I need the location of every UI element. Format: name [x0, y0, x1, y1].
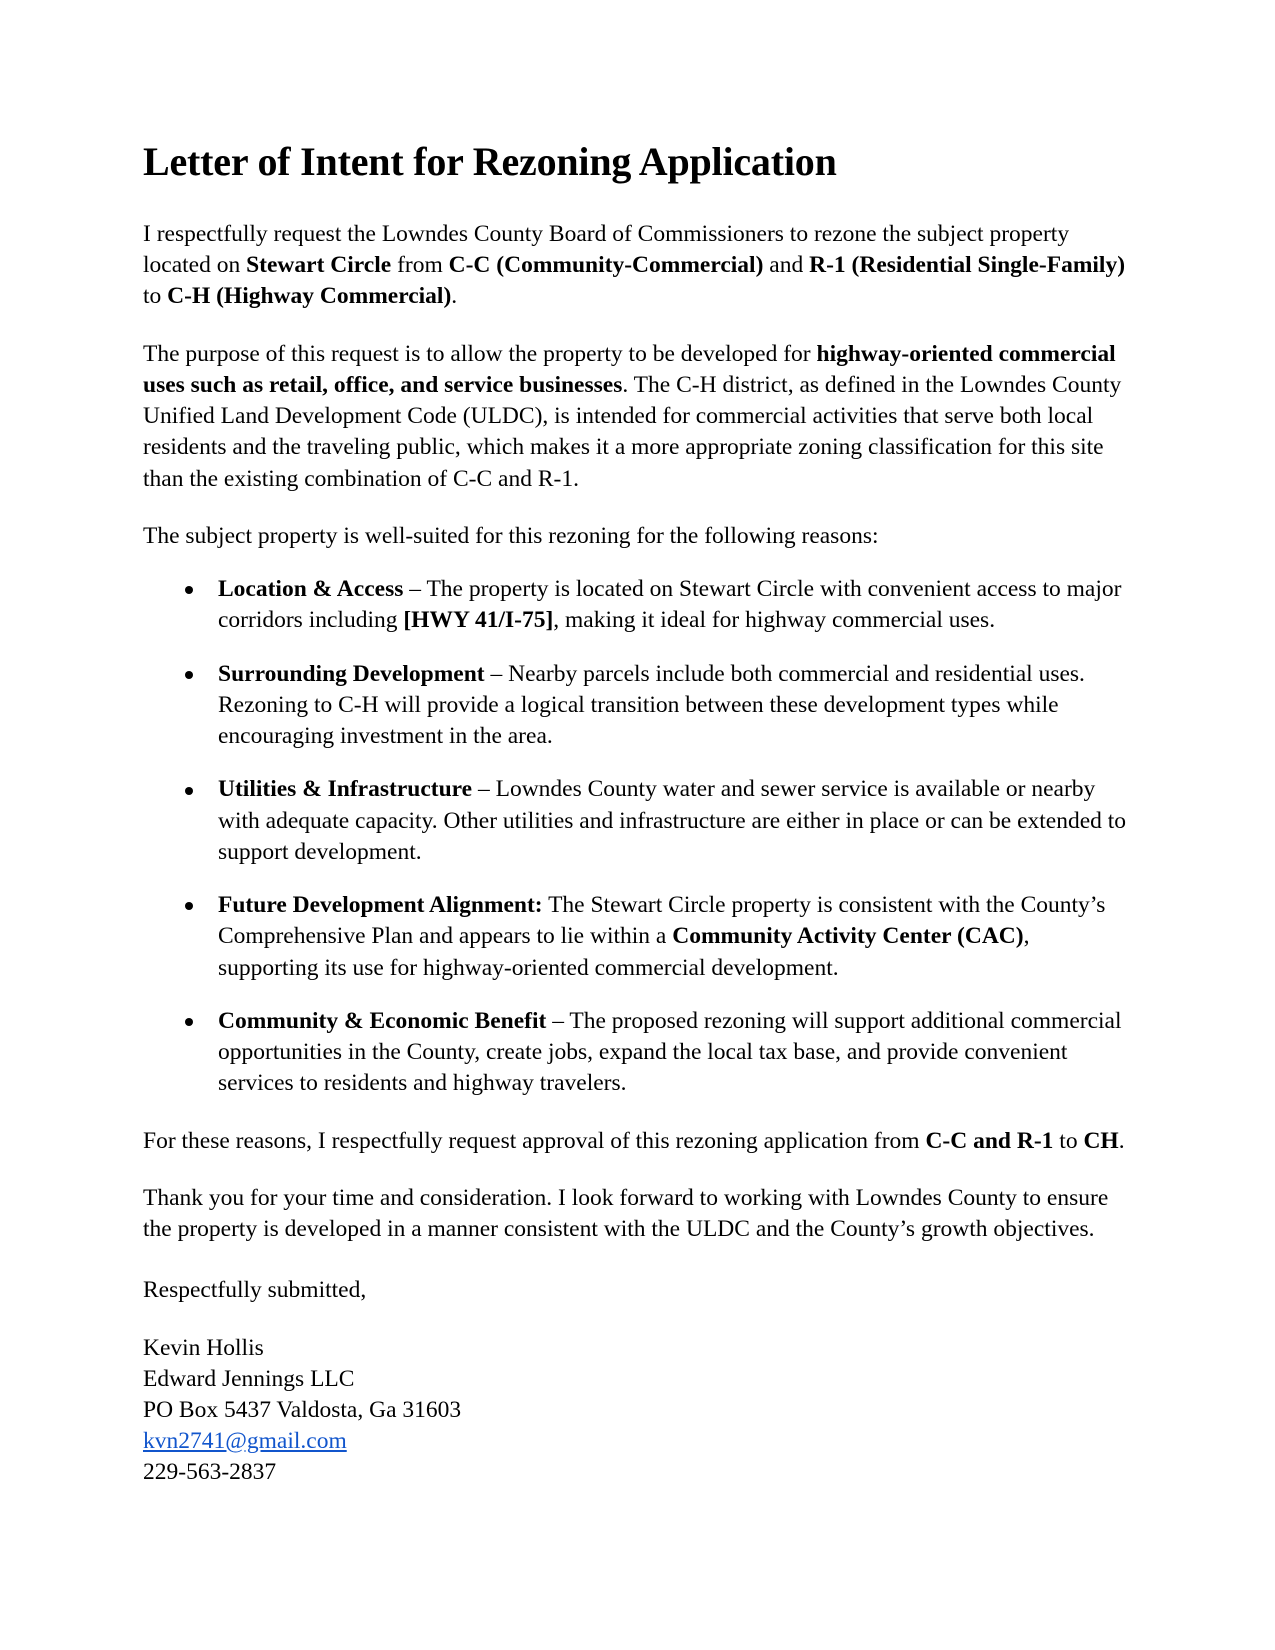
bullet-text-1: The Stewart Circle property is consistent with the County’s Comprehensive Plan and appears to lie within a	[218, 892, 1106, 950]
bullet-dot-icon	[185, 1018, 193, 1026]
list-item	[143, 1006, 1127, 1100]
bullet-text-1: – The property is located on Stewart Circle with convenient access to major corridors including	[218, 576, 1122, 634]
bullet-bold-inline: Community Activity Center (CAC)	[672, 923, 1024, 950]
para1-segment-1: I respectfully request the Lowndes County Board of Commissioners to rezone the subject property located on	[143, 220, 1070, 279]
paragraph-thank-you: Thank you for your time and consideration. I look forward to working with Lowndes County to ensure the property is developed in a manner consistent with the ULDC and the County’s growth objectives.	[143, 1184, 1109, 1243]
signature-block	[143, 1333, 1127, 1488]
para1-segment-5: .	[451, 283, 458, 310]
para2-bold-uses: highway-oriented commercial uses such as retail, office, and service businesses	[143, 340, 1116, 398]
bullet-term: Community & Economic Benefit	[218, 1007, 547, 1034]
bullet-term: Utilities & Infrastructure	[218, 776, 473, 803]
bullet-dot-icon	[185, 787, 193, 795]
signer-name: Kevin Hollis	[143, 1334, 264, 1361]
bullet-term: Future Development Alignment:	[218, 892, 543, 919]
bullet-term: Location & Access	[218, 576, 404, 603]
signer-address: PO Box 5437 Valdosta, Ga 31603	[143, 1396, 462, 1423]
sign-off: Respectfully submitted,	[143, 1277, 367, 1304]
signer-phone: 229-563-2837	[143, 1458, 277, 1485]
list-item	[143, 890, 1127, 984]
para2-segment-1: The purpose of this request is to allow the property to be developed for	[143, 340, 817, 367]
bullet-text-1: – The proposed rezoning will support additional commercial opportunities in the County, create jobs, expand the local tax base, and provide convenient services to residents and highway travelers.	[218, 1007, 1122, 1097]
signer-company: Edward Jennings LLC	[143, 1365, 355, 1392]
paragraph-lead-in: The subject property is well-suited for this rezoning for the following reasons:	[143, 522, 879, 549]
para1-bold-zoning-ch: C-H (Highway Commercial)	[167, 283, 452, 310]
para1-bold-street: Stewart Circle	[246, 252, 392, 279]
bullet-text-2: , making it ideal for highway commercial uses.	[553, 607, 996, 634]
list-item	[143, 574, 1127, 637]
para3-segment-1: For these reasons, I respectfully request approval of this rezoning application from	[143, 1127, 926, 1154]
para1-segment-3: and	[763, 252, 810, 279]
list-item	[143, 774, 1127, 868]
list-item	[143, 659, 1127, 753]
signer-email-link[interactable]: kvn2741@gmail.com	[143, 1427, 347, 1454]
para1-segment-2: from	[391, 252, 449, 279]
reasons-list	[143, 574, 1127, 1100]
bullet-dot-icon	[185, 902, 193, 910]
bullet-text-1: – Lowndes County water and sewer service is available or nearby with adequate capacity. Other utilities and infrastructure are either in place or can be extended to support development.	[218, 776, 1127, 865]
paragraph-approval-request	[143, 1126, 1127, 1157]
para3-segment-2: to	[1053, 1127, 1084, 1154]
bullet-term: Surrounding Development	[218, 660, 485, 687]
para3-segment-3: .	[1118, 1127, 1125, 1154]
para3-bold-to-zoning: CH	[1083, 1127, 1119, 1154]
bullet-text-2: , supporting its use for highway-oriented commercial development.	[218, 923, 1030, 981]
para1-bold-zoning-cc: C-C (Community-Commercial)	[448, 252, 764, 279]
para3-bold-from-zoning: C-C and R-1	[925, 1127, 1054, 1154]
bullet-bold-inline: [HWY 41/I-75]	[403, 607, 554, 634]
paragraph-request	[143, 219, 1127, 313]
page-title: Letter of Intent for Rezoning Application	[143, 139, 837, 184]
paragraph-purpose	[143, 339, 1127, 495]
para1-segment-4: to	[143, 283, 168, 310]
para2-segment-2: . The C-H district, as defined in the Lowndes County Unified Land Development Code (ULDC), is intended for commercial activities that serve both local residents and the traveling public, which makes it a more appropriate zoning classification for this site than the existing combination of C-C and R-1.	[143, 371, 1122, 492]
bullet-dot-icon	[185, 586, 193, 594]
bullet-dot-icon	[185, 671, 193, 679]
bullet-text-1: – Nearby parcels include both commercial and residential uses. Rezoning to C-H will provide a logical transition between these development types while encouraging investment in the area.	[218, 660, 1085, 750]
para1-bold-zoning-r1: R-1 (Residential Single-Family)	[809, 252, 1126, 279]
